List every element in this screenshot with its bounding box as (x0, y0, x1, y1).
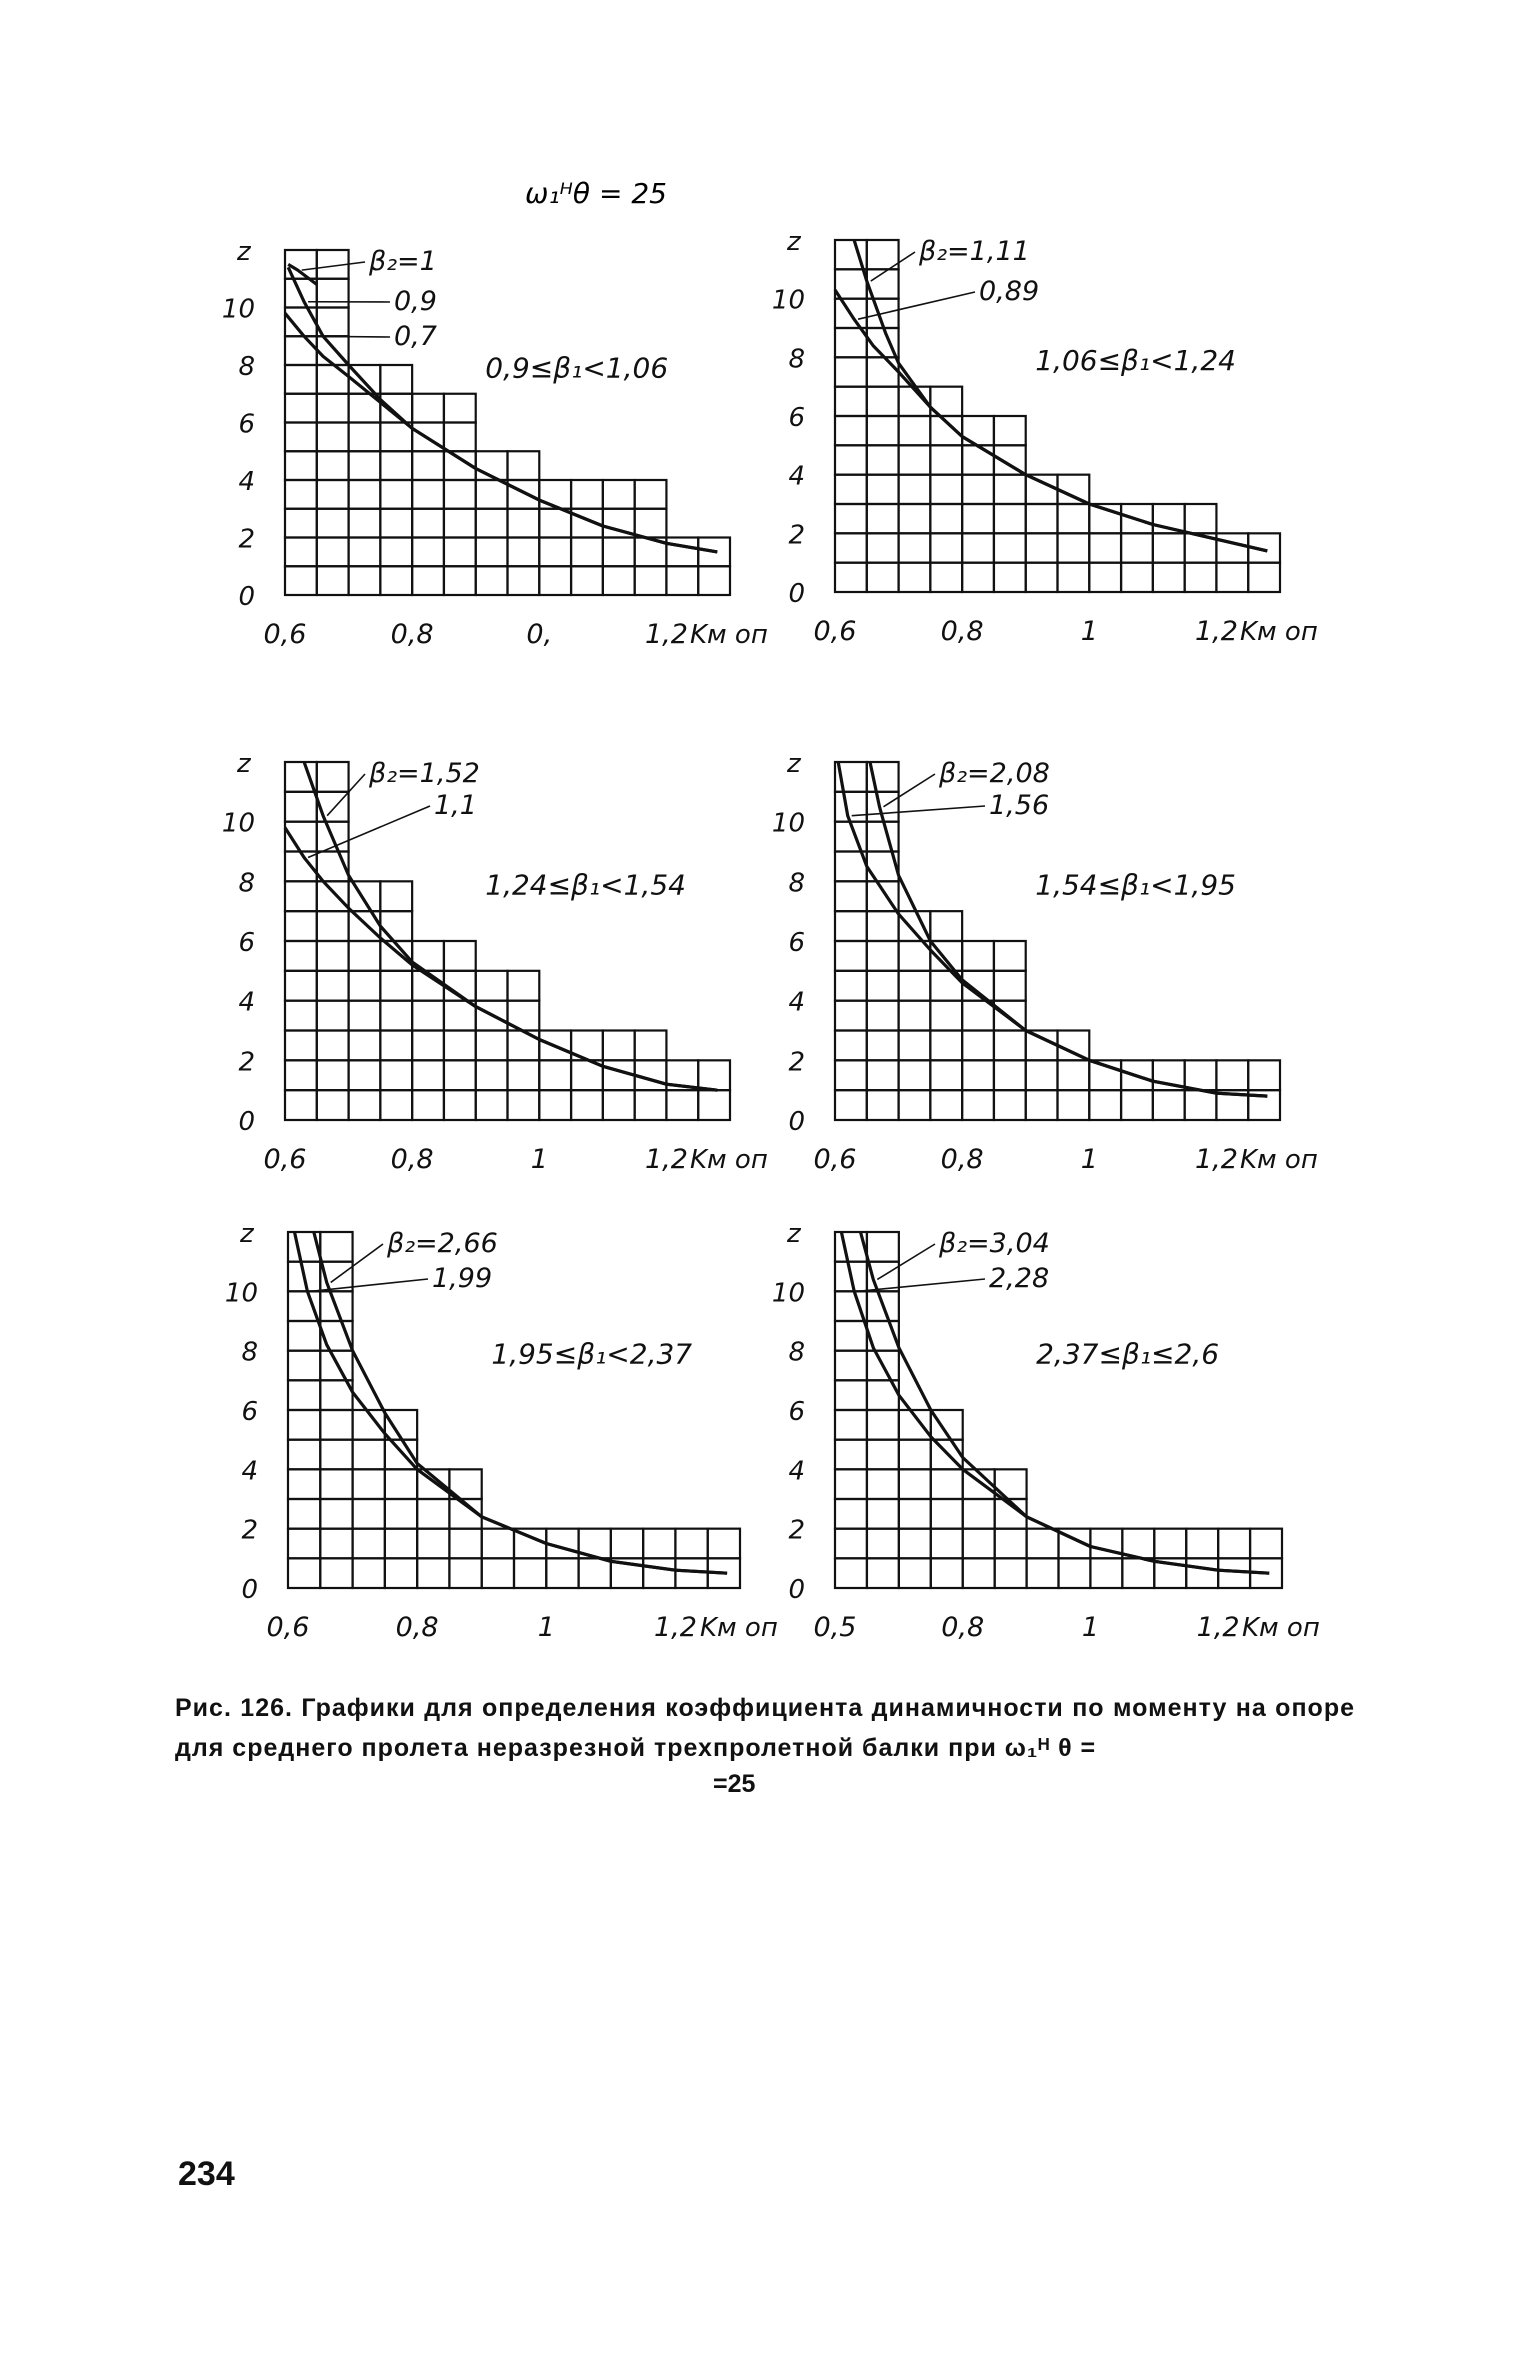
x-axis-label: Kм оп (690, 620, 768, 650)
x-axis-label: Kм оп (690, 1145, 768, 1175)
y-tick-label: 4 (788, 1456, 805, 1487)
series-label: β₂=1,11 (919, 236, 1030, 267)
chart-panel-1 (222, 237, 768, 650)
figure-caption-end: =25 (713, 1770, 756, 1798)
leader-line (302, 262, 365, 270)
series-curve (835, 290, 1267, 551)
y-tick-label: 4 (238, 987, 255, 1018)
y-tick-label: 0 (788, 1107, 805, 1137)
y-axis-label: z (787, 1219, 801, 1249)
x-tick-label: 1 (1080, 1144, 1098, 1175)
y-tick-label: 0 (238, 582, 255, 612)
y-axis-label: z (787, 227, 801, 257)
figure-caption: Рис. 126. Графики для определения коэффициента динамичности по моменту на опоре для среднего пролета неразрезной трехпролетной балки при ω₁ᴴ θ = (175, 1694, 1355, 1762)
x-tick-label: 1,2 (1194, 1144, 1238, 1175)
series-label: 0,7 (394, 321, 437, 352)
series-label: β₂=1,52 (369, 758, 480, 789)
chart-panel-5 (225, 1219, 778, 1643)
series-curve (314, 1232, 727, 1573)
range-label: 0,9≤β₁<1,06 (485, 351, 669, 385)
y-tick-label: 6 (788, 1397, 805, 1427)
leader-line (308, 806, 430, 857)
x-tick-label: 0,6 (813, 616, 857, 647)
y-tick-label: 6 (788, 403, 805, 433)
series-curve (295, 1232, 728, 1573)
leader-line (852, 806, 985, 816)
y-tick-label: 0 (241, 1575, 258, 1605)
x-tick-label: 0, (526, 619, 553, 650)
y-tick-label: 8 (238, 868, 255, 899)
y-tick-label: 10 (771, 1278, 805, 1309)
series-label: β₂=3,04 (939, 1228, 1050, 1259)
header-label: ω₁ᴴθ = 25 (525, 177, 667, 210)
staircase-grid (835, 762, 1280, 1120)
range-label: 1,54≤β₁<1,95 (1035, 868, 1236, 902)
x-tick-label: 0,6 (263, 1144, 307, 1175)
y-tick-label: 4 (241, 1456, 258, 1487)
y-tick-label: 10 (221, 808, 255, 839)
staircase-grid (285, 762, 730, 1120)
series-label: 0,89 (979, 276, 1040, 307)
x-tick-label: 0,5 (813, 1612, 857, 1643)
y-tick-label: 2 (241, 1515, 258, 1546)
staircase-grid (288, 1232, 740, 1588)
series-label: 1,1 (434, 790, 477, 821)
y-axis-label: z (787, 749, 801, 779)
leader-line (858, 1279, 985, 1291)
y-tick-label: 8 (788, 344, 805, 375)
y-tick-label: 6 (241, 1397, 258, 1427)
x-tick-label: 0,6 (263, 619, 307, 650)
y-tick-label: 0 (238, 1107, 255, 1137)
x-tick-label: 0,8 (940, 1144, 984, 1175)
y-axis-label: z (237, 749, 251, 779)
x-tick-label: 1,2 (1194, 616, 1238, 647)
y-tick-label: 2 (788, 1515, 805, 1546)
y-axis-label: z (240, 1219, 254, 1249)
series-label: β₂=2,08 (939, 758, 1050, 789)
x-tick-label: 0,8 (940, 616, 984, 647)
series-curve (285, 313, 717, 552)
staircase-grid (835, 1232, 1282, 1588)
y-tick-label: 8 (241, 1337, 258, 1368)
chart-panel-4 (772, 749, 1318, 1175)
y-tick-label: 6 (788, 928, 805, 958)
leader-line (884, 774, 936, 807)
series-label: 0,9 (394, 286, 437, 317)
x-tick-label: 1 (537, 1612, 555, 1643)
x-axis-label: Kм оп (1240, 617, 1318, 647)
y-tick-label: 4 (788, 461, 805, 492)
x-axis-label: Kм оп (1242, 1613, 1320, 1643)
x-tick-label: 1,2 (644, 1144, 688, 1175)
y-tick-label: 10 (771, 285, 805, 316)
y-tick-label: 2 (238, 1047, 255, 1078)
range-label: 1,06≤β₁<1,24 (1035, 344, 1236, 378)
y-tick-label: 8 (238, 352, 255, 382)
y-tick-label: 4 (788, 987, 805, 1018)
x-axis-label: Kм оп (700, 1613, 778, 1643)
y-tick-label: 10 (771, 808, 805, 839)
x-axis-label: Kм оп (1240, 1145, 1318, 1175)
y-tick-label: 6 (238, 928, 255, 958)
series-label: 2,28 (989, 1263, 1050, 1294)
y-tick-label: 10 (221, 294, 255, 325)
y-tick-label: 0 (788, 579, 805, 609)
x-tick-label: 0,8 (395, 1612, 439, 1643)
series-curve (861, 1232, 1270, 1573)
x-tick-label: 1 (1081, 1612, 1100, 1643)
x-tick-label: 0,8 (390, 1144, 434, 1175)
series-label: β₂=2,66 (387, 1228, 498, 1259)
y-tick-label: 0 (788, 1575, 805, 1605)
x-tick-label: 0,8 (390, 619, 434, 650)
series-label: 1,99 (432, 1263, 493, 1294)
series-label: 1,56 (989, 790, 1050, 821)
y-tick-label: 2 (788, 1047, 805, 1078)
y-tick-label: 8 (788, 1337, 805, 1368)
x-tick-label: 0,6 (266, 1612, 310, 1643)
range-label: 1,24≤β₁<1,54 (485, 868, 686, 902)
page-number: 234 (178, 2155, 235, 2193)
y-tick-label: 10 (224, 1278, 258, 1309)
range-label: 1,95≤β₁<2,37 (491, 1337, 693, 1371)
leader-line (308, 336, 390, 337)
range-label: 2,37≤β₁≤2,6 (1036, 1337, 1220, 1371)
chart-panel-2 (772, 227, 1318, 647)
x-tick-label: 1,2 (644, 619, 688, 650)
y-tick-label: 2 (238, 524, 255, 555)
x-tick-label: 1 (530, 1144, 548, 1175)
leader-line (331, 1244, 383, 1282)
y-tick-label: 2 (788, 520, 805, 551)
x-tick-label: 0,6 (813, 1144, 857, 1175)
x-tick-label: 0,8 (941, 1612, 985, 1643)
chart-panel-3 (222, 749, 768, 1175)
series-label: β₂=1 (369, 246, 437, 277)
y-tick-label: 4 (238, 467, 255, 497)
x-tick-label: 1,2 (1196, 1612, 1240, 1643)
leader-line (871, 252, 915, 281)
y-axis-label: z (237, 237, 251, 267)
series-curve (285, 828, 717, 1091)
x-tick-label: 1 (1080, 616, 1098, 647)
y-tick-label: 8 (788, 868, 805, 899)
chart-panel-6 (772, 1219, 1320, 1643)
series-curve (841, 1232, 1269, 1573)
y-tick-label: 6 (238, 409, 255, 440)
leader-line (327, 774, 365, 816)
x-tick-label: 1,2 (653, 1612, 697, 1643)
